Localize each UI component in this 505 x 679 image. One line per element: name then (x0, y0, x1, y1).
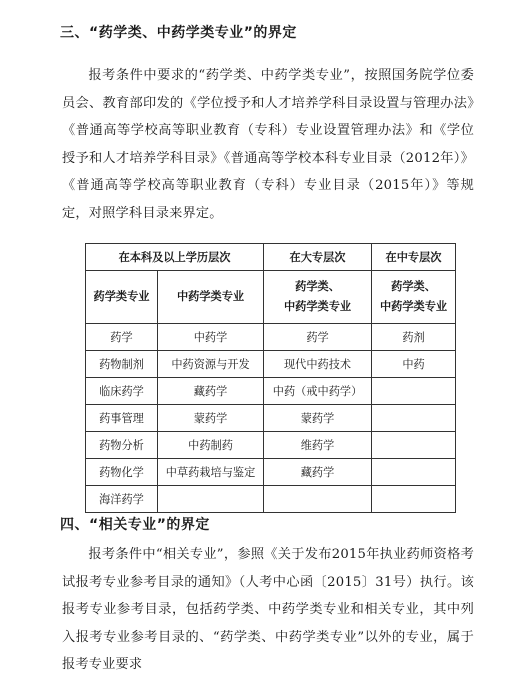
table-cell (372, 486, 456, 513)
section-3-paragraph (62, 62, 474, 227)
sub-header-secondary-line2: 中药学类专业 (379, 300, 448, 313)
table-cell: 现代中药技术 (264, 351, 372, 378)
table-row (86, 405, 456, 432)
table-row (86, 432, 456, 459)
table-cell: 中药制药 (158, 432, 264, 459)
sub-header-tcm: 中药学类专业 (158, 271, 264, 324)
section-4-paragraph-text: 报考条件中“相关专业”，参照《关于发布2015年执业药师资格考试报考专业参考目录的通知》（人考中心函〔2015〕31号）执行。该报考专业参考目录，包括药学类、中药学类专业和相关专业，其中列入报考专业参考目录的、“药学类、中药学类专业”以外的专业，属于报考专业要求 (62, 547, 474, 672)
section-4-heading: 四、“相关专业”的界定 (60, 517, 210, 533)
table-cell (372, 405, 456, 432)
table-cell: 中草药栽培与鉴定 (158, 459, 264, 486)
table-cell: 药物制剂 (86, 351, 158, 378)
section-3-heading: 三、“药学类、中药学类专业”的界定 (60, 25, 297, 41)
group-header-bachelor: 在本科及以上学历层次 (86, 244, 264, 271)
table-cell: 维药学 (264, 432, 372, 459)
table-row (86, 324, 456, 351)
table-cell: 中药（戒中药学） (264, 378, 372, 405)
table-cell: 药学 (86, 324, 158, 351)
sub-header-college-both (264, 271, 372, 324)
table-cell: 海洋药学 (86, 486, 158, 513)
sub-header-college-line2: 中药学类专业 (283, 300, 352, 313)
sub-header-college-line1: 药学类、 (295, 280, 340, 293)
table-cell: 药物分析 (86, 432, 158, 459)
table-cell: 中药资源与开发 (158, 351, 264, 378)
table-cell: 临床药学 (86, 378, 158, 405)
table-cell (372, 432, 456, 459)
sub-header-pharmacy: 药学类专业 (86, 271, 158, 324)
table-cell: 药物化学 (86, 459, 158, 486)
table-cell: 蒙药学 (158, 405, 264, 432)
table-group-header-row (86, 244, 456, 271)
table-row (86, 351, 456, 378)
table-cell: 中药 (372, 351, 456, 378)
table-cell (372, 378, 456, 405)
sub-header-secondary-both (372, 271, 456, 324)
majors-table (85, 243, 456, 513)
table-cell: 药事管理 (86, 405, 158, 432)
section-4-paragraph (62, 541, 474, 679)
group-header-college: 在大专层次 (264, 244, 372, 271)
sub-header-secondary-line1: 药学类、 (391, 280, 436, 293)
group-header-secondary: 在中专层次 (372, 244, 456, 271)
table-body (86, 324, 456, 513)
section-3-paragraph-text: 报考条件中要求的“药学类、中药学类专业”，按照国务院学位委员会、教育部印发的《学位授予和人才培养学科目录设置与管理办法》《普通高等学校高等职业教育（专科）专业设置管理办法》和《学位授予和人才培养学科目录》《普通高等学校本科专业目录（2012年）》《普通高等学校高等职业教育（专科）专业目录（2015年）》等规定，对照学科目录来界定。 (62, 68, 474, 221)
table-row (86, 378, 456, 405)
table-cell: 药学 (264, 324, 372, 351)
table-cell: 药剂 (372, 324, 456, 351)
table-row (86, 486, 456, 513)
table-cell: 中药学 (158, 324, 264, 351)
table-cell (372, 459, 456, 486)
table-cell: 藏药学 (264, 459, 372, 486)
table-cell (264, 486, 372, 513)
table-cell: 藏药学 (158, 378, 264, 405)
table-row (86, 459, 456, 486)
table-sub-header-row (86, 271, 456, 324)
table-cell (158, 486, 264, 513)
table-cell: 蒙药学 (264, 405, 372, 432)
